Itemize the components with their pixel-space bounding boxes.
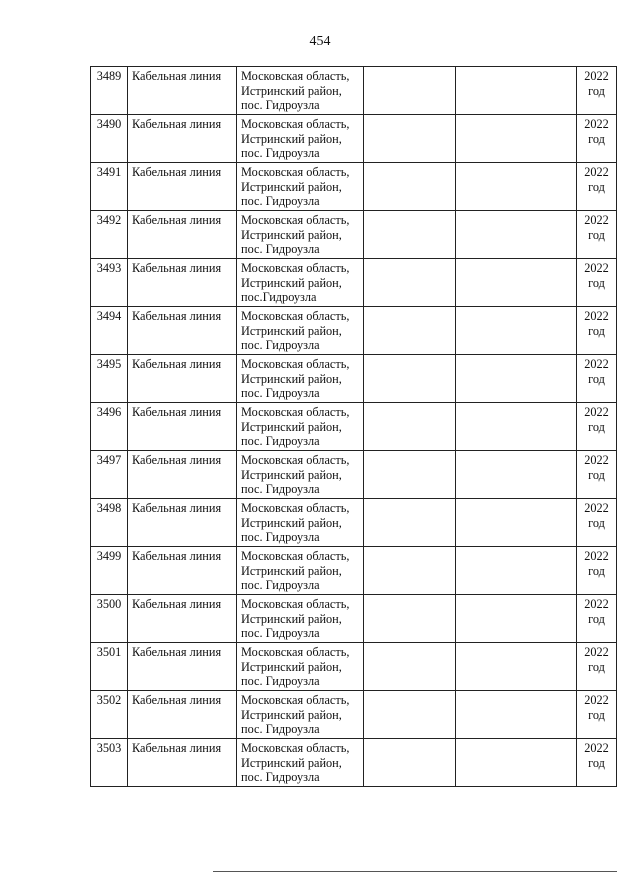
registry-table [90,66,617,787]
address-line: Московская область, [241,261,350,275]
year-line: год [588,755,605,770]
address-line: Истринский район, [241,179,342,194]
address-line: пос. Гидроузла [241,722,320,736]
row-number-cell: 3502 [91,691,128,739]
row-number-cell: 3498 [91,499,128,547]
address-line: Московская область, [241,645,350,659]
address-cell [237,739,364,787]
address-line: Московская область, [241,357,350,371]
table-row [91,403,617,451]
address-line: пос. Гидроузла [241,626,320,640]
table-row [91,355,617,403]
row-number-cell: 3493 [91,259,128,307]
empty-cell [364,739,456,787]
empty-cell [456,403,577,451]
year-line: год [588,371,605,386]
year-line: год [588,179,605,194]
empty-cell [456,691,577,739]
address-line: Московская область, [241,213,350,227]
address-line: Московская область, [241,549,350,563]
address-line: Московская область, [241,117,350,131]
year-line: год [588,83,605,98]
address-cell [237,115,364,163]
row-number-cell: 3492 [91,211,128,259]
year-line: 2022 [584,69,609,83]
object-name-cell: Кабельная линия [128,115,237,163]
row-number-cell: 3489 [91,67,128,115]
address-line: пос. Гидроузла [241,194,320,208]
address-line: Московская область, [241,309,350,323]
year-line: год [588,515,605,530]
bottom-divider [213,871,617,872]
object-name-cell: Кабельная линия [128,163,237,211]
address-line: пос. Гидроузла [241,674,320,688]
address-line: Истринский район, [241,227,342,242]
empty-cell [364,115,456,163]
year-line: 2022 [584,309,609,323]
row-number-cell: 3497 [91,451,128,499]
address-cell [237,451,364,499]
year-cell [577,211,617,259]
row-number-cell: 3501 [91,643,128,691]
address-line: Московская область, [241,597,350,611]
year-line: 2022 [584,597,609,611]
empty-cell [456,547,577,595]
empty-cell [456,307,577,355]
table-row [91,211,617,259]
empty-cell [364,499,456,547]
object-name-cell: Кабельная линия [128,259,237,307]
table-row [91,115,617,163]
year-line: год [588,659,605,674]
address-line: Истринский район, [241,659,342,674]
row-number-cell: 3495 [91,355,128,403]
table-row [91,691,617,739]
empty-cell [364,691,456,739]
address-line: Истринский район, [241,611,342,626]
empty-cell [456,163,577,211]
empty-cell [456,643,577,691]
address-line: Московская область, [241,165,350,179]
address-cell [237,67,364,115]
table-row [91,595,617,643]
registry-table-body [91,67,617,787]
address-line: Истринский район, [241,131,342,146]
empty-cell [364,163,456,211]
address-line: пос. Гидроузла [241,434,320,448]
address-line: пос. Гидроузла [241,770,320,784]
year-line: 2022 [584,693,609,707]
empty-cell [456,739,577,787]
year-line: 2022 [584,549,609,563]
empty-cell [364,595,456,643]
address-cell [237,691,364,739]
row-number-cell: 3491 [91,163,128,211]
address-cell [237,643,364,691]
address-line: Истринский район, [241,323,342,338]
address-line: Московская область, [241,741,350,755]
year-line: год [588,131,605,146]
year-line: 2022 [584,501,609,515]
empty-cell [456,451,577,499]
table-row [91,163,617,211]
address-line: Московская область, [241,405,350,419]
page-number: 454 [309,34,331,49]
address-line: пос. Гидроузла [241,530,320,544]
year-cell [577,643,617,691]
address-cell [237,499,364,547]
address-line: пос. Гидроузла [241,146,320,160]
address-cell [237,211,364,259]
empty-cell [364,547,456,595]
table-row [91,499,617,547]
table-row [91,739,617,787]
address-line: Истринский район, [241,83,342,98]
object-name-cell: Кабельная линия [128,211,237,259]
empty-cell [456,67,577,115]
year-line: 2022 [584,357,609,371]
address-cell [237,547,364,595]
year-line: год [588,707,605,722]
year-line: год [588,275,605,290]
object-name-cell: Кабельная линия [128,595,237,643]
address-cell [237,163,364,211]
year-cell [577,355,617,403]
address-cell [237,403,364,451]
year-line: 2022 [584,405,609,419]
address-line: Истринский район, [241,371,342,386]
address-cell [237,259,364,307]
year-line: год [588,323,605,338]
year-cell [577,403,617,451]
year-cell [577,499,617,547]
address-line: пос. Гидроузла [241,386,320,400]
empty-cell [364,355,456,403]
address-line: Истринский район, [241,275,342,290]
empty-cell [364,307,456,355]
table-row [91,547,617,595]
row-number-cell: 3496 [91,403,128,451]
address-line: Истринский район, [241,419,342,434]
object-name-cell: Кабельная линия [128,307,237,355]
object-name-cell: Кабельная линия [128,355,237,403]
object-name-cell: Кабельная линия [128,499,237,547]
year-line: 2022 [584,645,609,659]
year-line: год [588,467,605,482]
address-line: Московская область, [241,69,350,83]
year-cell [577,451,617,499]
empty-cell [364,259,456,307]
address-line: пос.Гидроузла [241,290,317,304]
empty-cell [364,643,456,691]
year-cell [577,691,617,739]
empty-cell [456,115,577,163]
year-cell [577,595,617,643]
year-cell [577,259,617,307]
address-line: пос. Гидроузла [241,98,320,112]
table-row [91,307,617,355]
year-line: 2022 [584,117,609,131]
address-line: пос. Гидроузла [241,338,320,352]
year-line: год [588,227,605,242]
year-line: год [588,419,605,434]
address-line: Истринский район, [241,515,342,530]
address-line: пос. Гидроузла [241,482,320,496]
object-name-cell: Кабельная линия [128,691,237,739]
year-cell [577,307,617,355]
address-line: Истринский район, [241,563,342,578]
object-name-cell: Кабельная линия [128,643,237,691]
table-row [91,67,617,115]
address-cell [237,355,364,403]
address-line: Московская область, [241,693,350,707]
table-row [91,259,617,307]
address-line: Истринский район, [241,707,342,722]
table-row [91,643,617,691]
address-line: Московская область, [241,501,350,515]
address-line: Истринский район, [241,755,342,770]
address-line: Московская область, [241,453,350,467]
empty-cell [364,67,456,115]
table-row [91,451,617,499]
year-line: год [588,563,605,578]
row-number-cell: 3499 [91,547,128,595]
row-number-cell: 3503 [91,739,128,787]
year-cell [577,547,617,595]
year-cell [577,115,617,163]
object-name-cell: Кабельная линия [128,67,237,115]
year-line: 2022 [584,741,609,755]
address-line: пос. Гидроузла [241,242,320,256]
address-line: пос. Гидроузла [241,578,320,592]
empty-cell [456,355,577,403]
object-name-cell: Кабельная линия [128,547,237,595]
empty-cell [364,211,456,259]
row-number-cell: 3494 [91,307,128,355]
empty-cell [456,499,577,547]
address-cell [237,595,364,643]
empty-cell [364,451,456,499]
row-number-cell: 3490 [91,115,128,163]
object-name-cell: Кабельная линия [128,451,237,499]
year-cell [577,163,617,211]
row-number-cell: 3500 [91,595,128,643]
address-cell [237,307,364,355]
year-cell [577,67,617,115]
object-name-cell: Кабельная линия [128,739,237,787]
address-line: Истринский район, [241,467,342,482]
object-name-cell: Кабельная линия [128,403,237,451]
empty-cell [456,211,577,259]
year-cell [577,739,617,787]
empty-cell [456,259,577,307]
empty-cell [456,595,577,643]
year-line: год [588,611,605,626]
year-line: 2022 [584,213,609,227]
year-line: 2022 [584,165,609,179]
empty-cell [364,403,456,451]
year-line: 2022 [584,453,609,467]
year-line: 2022 [584,261,609,275]
